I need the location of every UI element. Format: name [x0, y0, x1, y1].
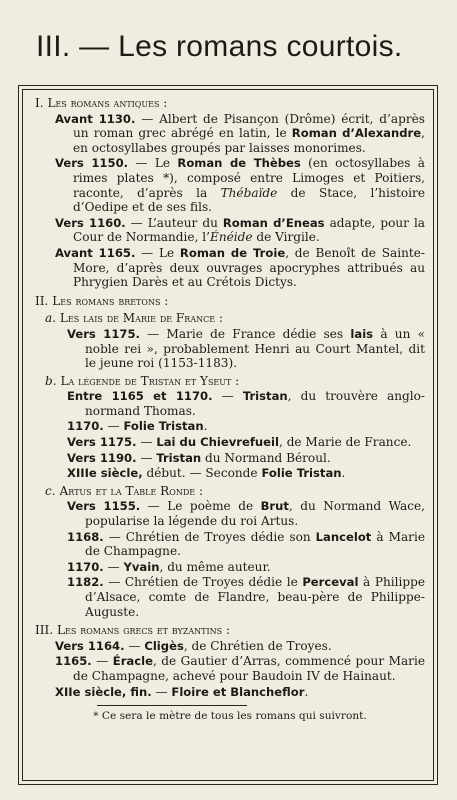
entry-date: 1168.: [67, 529, 104, 544]
chronology-entry: Vers 1150. — Le Roman de Thèbes (en octosyllabes à rimes plates *), composé entre Limoges et Poitiers, raconte, d’après la Thébaïde de Stace, l’histoire d’Oedipe et de ses fils.: [55, 156, 425, 215]
chronology-entry: 1182. — Chrétien de Troyes dédie le Perceval à Philippe d’Alsace, comte de Flandre, beau-père de Philippe-Auguste.: [67, 575, 425, 619]
chronology-entry: Avant 1130. — Albert de Pisançon (Drôme) écrit, d’après un roman grec abrégé en latin, le Roman d’Alexandre, en octosyllabes groupés par laisses monorimes.: [55, 111, 425, 155]
entry-date: Vers 1175.: [67, 326, 140, 341]
entry-date: Avant 1165.: [55, 245, 136, 260]
footnote: * Ce sera le mètre de tous les romans qui suivront.: [93, 710, 367, 723]
work-title: lais: [350, 326, 374, 341]
work-title: Éracle: [112, 654, 153, 669]
subsection-letter: b.: [45, 373, 57, 388]
section-heading: III. Les romans grecs et byzantins :: [35, 623, 231, 638]
entry-date: Vers 1190.: [67, 450, 137, 465]
entry-date: Vers 1160.: [55, 215, 126, 230]
section-heading: I. Les romans antiques :: [35, 96, 168, 110]
page-title: III. — Les romans courtois.: [36, 30, 403, 63]
entry-date: Vers 1175.: [67, 435, 137, 450]
entry-date: Entre 1165 et 1170.: [67, 389, 213, 404]
entry-date: Vers 1164.: [55, 638, 125, 653]
subsection-heading: [45, 484, 425, 499]
subsection-letter: c.: [45, 483, 56, 498]
footnote-rule: [97, 705, 247, 706]
chronology-entry: Vers 1175. — Lai du Chievrefueil, de Marie de France.: [67, 435, 412, 450]
source-title: Énéide: [209, 230, 253, 245]
chronology: [35, 96, 425, 699]
work-title: Folie Tristan: [261, 466, 342, 481]
entry-date: 1170.: [67, 419, 104, 434]
subsection-title: Artus et la Table Ronde :: [59, 483, 204, 498]
chronology-entry: Vers 1160. — L’auteur du Roman d’Eneas adapte, pour la Cour de Normandie, l’Énéide de Virgile.: [55, 215, 426, 245]
subsection-letter: a.: [45, 311, 57, 326]
work-title: Floire et Blancheflor: [171, 684, 305, 699]
subsection-title: Les lais de Marie de France :: [59, 311, 223, 326]
entry-date: XIIIe siècle,: [67, 466, 143, 481]
entry-date: 1170.: [67, 559, 104, 574]
work-title: Roman d’Eneas: [222, 215, 325, 230]
chronology-entry: Entre 1165 et 1170. — Tristan, du trouvère anglo-normand Thomas.: [67, 389, 425, 418]
work-title: Folie Tristan: [123, 419, 204, 434]
entry-date: 1165.: [55, 654, 92, 669]
work-title: Roman d’Alexandre: [291, 126, 422, 141]
work-title: Perceval: [302, 575, 359, 590]
work-title: Roman de Troie: [179, 245, 286, 260]
work-title: Yvain: [123, 559, 160, 574]
entry-date: 1182.: [67, 575, 104, 590]
chronology-entry: Vers 1175. — Marie de France dédie ses lais à un « noble rei », probablement Henri au Court Mantel, dit le jeune roi (1153-1183).: [67, 326, 425, 371]
work-title: Lai du Chievrefueil: [156, 435, 279, 450]
chronology-entry: Vers 1155. — Le poème de Brut, du Normand Wace, popularise la légende du roi Artus.: [67, 499, 425, 529]
chronology-entry: 1170. — Folie Tristan.: [67, 419, 208, 434]
subsection-title: La légende de Tristan et Yseut :: [60, 373, 240, 388]
work-title: Roman de Thèbes: [177, 156, 301, 171]
entry-date: Vers 1150.: [55, 156, 129, 171]
subsection-heading: [45, 311, 425, 326]
work-title: Cligès: [144, 638, 184, 653]
work-title: Brut: [260, 499, 289, 514]
chronology-entry: XIIe siècle, fin. — Floire et Blancheflor.: [55, 684, 309, 699]
chronology-entry: Avant 1165. — Le Roman de Troie, de Benoît de Sainte-More, d’après deux ouvrages apocryphes attribués au Phrygien Darès et au Crétois Dictys.: [55, 245, 425, 290]
entry-date: XIIe siècle, fin.: [55, 684, 152, 699]
chronology-entry: 1170. — Yvain, du même auteur.: [67, 559, 271, 574]
entry-date: Avant 1130.: [55, 111, 136, 126]
entry-date: Vers 1155.: [67, 499, 141, 514]
work-title: Tristan: [242, 389, 288, 404]
chronology-entry: XIIIe siècle, début. — Seconde Folie Tristan.: [67, 466, 346, 481]
section-heading: II. Les romans bretons :: [35, 293, 169, 308]
chronology-entry: Vers 1190. — Tristan du Normand Béroul.: [67, 450, 331, 465]
chronology-entry: Vers 1164. — Cligès, de Chrétien de Troyes.: [55, 638, 332, 653]
source-title: Thébaïde: [220, 185, 278, 200]
content-box: [22, 89, 434, 781]
work-title: Tristan: [156, 450, 202, 465]
chronology-entry: 1168. — Chrétien de Troyes dédie son Lancelot à Marie de Champagne.: [67, 529, 425, 559]
chronology-entry: 1165. — Éracle, de Gautier d’Arras, commencé pour Marie de Champagne, achevé pour Baudoin IV de Hainaut.: [55, 654, 425, 683]
subsection-heading: [45, 374, 425, 389]
work-title: Lancelot: [315, 529, 372, 544]
